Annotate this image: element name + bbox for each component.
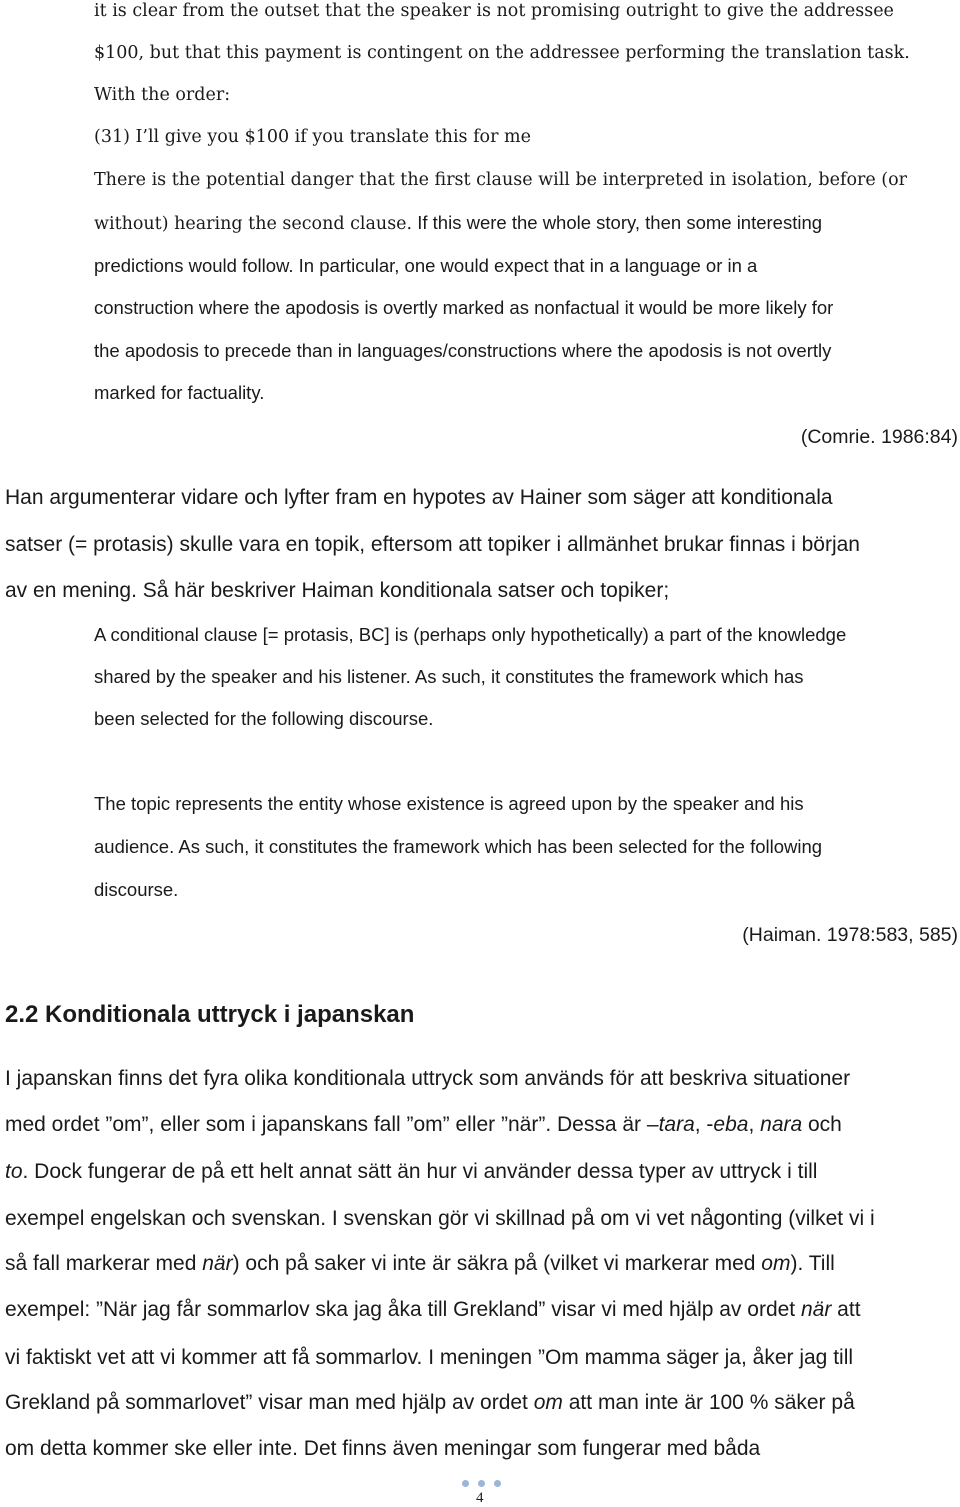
quote-line: marked for factuality. <box>94 382 265 403</box>
quote-fragment: In particular, one would expect that in a language or in a <box>298 255 758 276</box>
quote-line: it is clear from the outset that the speaker is not promising outright to give the addressee <box>94 1 894 21</box>
quote-line <box>94 212 822 235</box>
term-om: om <box>761 1252 791 1275</box>
quote-line: been selected for the following discourse. <box>94 708 434 729</box>
quote-line <box>94 255 757 277</box>
term-om: om <box>533 1391 563 1414</box>
quote-line: $100, but that this payment is contingent on the addressee performing the translation task. <box>94 43 910 63</box>
quote-fragment: predictions would follow. <box>94 255 294 276</box>
body-line: Han argumenterar vidare och lyfter fram en hypotes av Hainer som säger att konditionala <box>5 486 833 509</box>
page-dots-icon <box>462 1480 504 1488</box>
quote-line: audience. As such, it constitutes the framework which has been selected for the following <box>94 836 823 857</box>
text-run: exempel: ”När jag får sommarlov ska jag åka till Grekland” visar vi med hjälp av ordet <box>5 1298 801 1321</box>
dot <box>494 1480 501 1487</box>
term-eba: eba <box>713 1113 749 1136</box>
body-line: exempel engelskan och svenskan. I svenskan gör vi skillnad på om vi vet någonting (vilket vi i <box>5 1207 875 1230</box>
term-to: to <box>5 1160 23 1183</box>
term-nara: nara <box>760 1113 803 1136</box>
body-line <box>5 1159 817 1185</box>
quote-fragment: If this were the whole story, then some interesting <box>417 212 823 233</box>
quote-line: construction where the apodosis is overtly marked as nonfactual it would be more likely for <box>94 297 834 318</box>
body-line <box>5 1112 842 1138</box>
quote-line: discourse. <box>94 879 179 900</box>
quote-line: shared by the speaker and his listener. As such, it constitutes the framework which has <box>94 666 804 687</box>
body-line: I japanskan finns det fyra olika konditionala uttryck som används för att beskriva situationer <box>5 1067 851 1090</box>
term-nar: när <box>800 1298 832 1321</box>
quote-line: A conditional clause [= protasis, BC] is (perhaps only hypothetically) a part of the knowledge <box>94 624 847 645</box>
text-run: , - <box>694 1113 714 1136</box>
body-line <box>5 1251 835 1277</box>
text-run: , <box>748 1113 761 1136</box>
dot <box>462 1480 469 1487</box>
text-run: ). Till <box>790 1252 835 1275</box>
text-run: att man inte är 100 % säker på <box>562 1391 855 1414</box>
citation-comrie: (Comrie. 1986:84) <box>800 426 958 448</box>
text-run: . Dock fungerar de på ett helt annat sätt än hur vi använder dessa typer av uttryck i till <box>22 1160 818 1183</box>
text-run: Grekland på sommarlovet” visar man med hjälp av ordet <box>5 1391 534 1414</box>
citation-haiman: (Haiman. 1978:583, 585) <box>742 924 958 946</box>
term-tara: tara <box>658 1113 695 1136</box>
text-run: ) och på saker vi inte är säkra på (vilket vi markerar med <box>232 1252 762 1275</box>
body-line: satser (= protasis) skulle vara en topik, eftersom att topiker i allmänhet brukar finnas i början <box>5 533 860 556</box>
quote-line: the apodosis to precede than in languages/constructions where the apodosis is not overtly <box>94 340 832 361</box>
body-line: av en mening. Så här beskriver Haiman konditionala satser och topiker; <box>5 579 670 602</box>
quote-line: With the order: <box>94 85 231 105</box>
section-heading: 2.2 Konditionala uttryck i japanskan <box>5 1001 415 1028</box>
body-line <box>5 1390 855 1416</box>
page-number: 4 <box>476 1490 484 1506</box>
dot <box>478 1480 485 1487</box>
body-line: om detta kommer ske eller inte. Det finns även meningar som fungerar med båda <box>5 1437 761 1460</box>
text-run: och <box>802 1113 842 1136</box>
quote-line: There is the potential danger that the first clause will be interpreted in isolation, before (or <box>94 170 908 190</box>
quote-line: The topic represents the entity whose existence is agreed upon by the speaker and his <box>94 793 804 814</box>
text-run: att <box>831 1298 861 1321</box>
term-nar: när <box>202 1252 233 1275</box>
body-line <box>5 1297 861 1323</box>
quote-fragment: without) hearing the second clause. <box>94 214 413 234</box>
text-run: så fall markerar med <box>5 1252 203 1275</box>
body-line: vi faktiskt vet att vi kommer att få sommarlov. I meningen ”Om mamma säger ja, åker jag till <box>5 1346 854 1369</box>
text-run: med ordet ”om”, eller som i japanskans fall ”om” eller ”när”. Dessa är – <box>5 1113 659 1136</box>
quote-line: (31) I’ll give you $100 if you translate this for me <box>94 127 531 147</box>
